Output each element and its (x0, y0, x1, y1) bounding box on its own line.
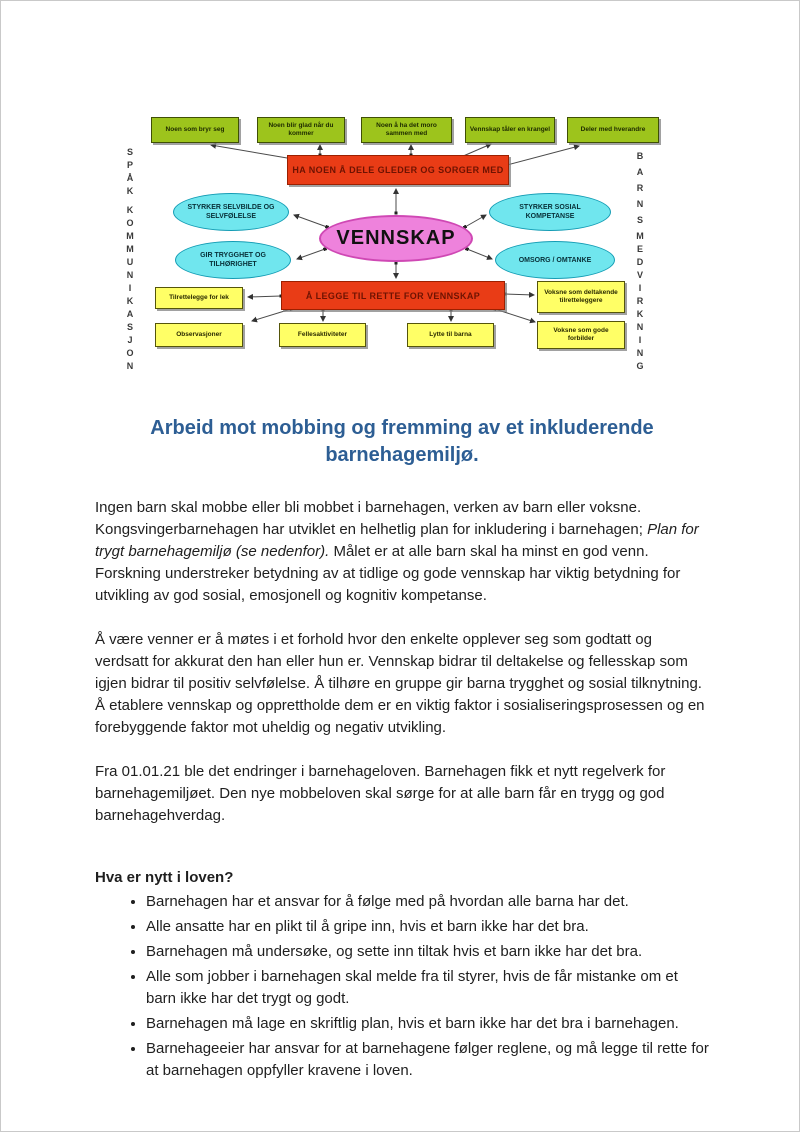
green-box-glad: Noen blir glad når du kommer (257, 117, 345, 143)
green-box-deler: Deler med hverandre (567, 117, 659, 143)
list-item: • Barnehagen har et ansvar for å følge med på hvordan alle barna har det. (146, 891, 709, 913)
green-box-bryr-seg: Noen som bryr seg (151, 117, 239, 143)
yellow-box-forbilder: Voksne som gode forbilder (537, 321, 625, 349)
side-label-sprak: SPÅK (125, 147, 135, 199)
list-item: • Barnehageeier har ansvar for at barnehagene følger reglene, og må legge til rette for at barnehagen oppfyller kravene i loven. (146, 1038, 709, 1082)
ellipse-omsorg: OMSORG / OMTANKE (495, 241, 615, 279)
side-label-medvirkning: MEDVIRKNING (635, 231, 645, 374)
banner-legge-til-rette: Å LEGGE TIL RETTE FOR VENNSKAP (281, 281, 505, 310)
paragraph-intro (95, 497, 709, 607)
ellipse-trygghet: GIR TRYGGHET OG TILHØRIGHET (175, 241, 291, 279)
section-heading-loven: Hva er nytt i loven? (95, 869, 234, 886)
paragraph-intro-italic: Plan for trygt barnehagemiljø (se nedenfor). (95, 521, 699, 560)
yellow-box-lytte: Lytte til barna (407, 323, 494, 347)
ellipse-sosial-kompetanse: STYRKER SOSIAL KOMPETANSE (489, 193, 611, 231)
side-label-barns: BARNS (635, 151, 645, 231)
ellipse-selvbilde: STYRKER SELVBILDE OG SELVFØLELSE (173, 193, 289, 231)
yellow-box-observasjoner: Observasjoner (155, 323, 243, 347)
yellow-box-deltakende: Voksne som deltakende tilretteleggere (537, 281, 625, 313)
paragraph-intro-pre: Ingen barn skal mobbe eller bli mobbet i barnehagen, verken av barn eller voksne. Kongsvingerbarnehagen har utviklet en helhetlig plan for inkludering i barnehagen; (95, 499, 648, 538)
paragraph-lovendring: Fra 01.01.21 ble det endringer i barnehageloven. Barnehagen fikk et nytt regelverk for barnehagemiljøet. Den nye mobbeloven skal sørge for at alle barn får en trygg og god barnehagehverdag. (95, 763, 666, 824)
list-item: • Alle som jobber i barnehagen skal melde fra til styrer, hvis de får mistanke om et barn ikke har det trygt og godt. (146, 966, 709, 1010)
list-item: • Barnehagen må undersøke, og sette inn tiltak hvis et barn ikke har det bra. (146, 941, 709, 963)
center-vennskap: VENNSKAP (319, 215, 473, 262)
yellow-box-fellesaktiviteter: Fellesaktiviteter (279, 323, 366, 347)
vennskap-diagram (111, 109, 661, 374)
list-item: • Alle ansatte har en plikt til å gripe inn, hvis et barn ikke har det bra. (146, 916, 709, 938)
paragraph-vennskap: Å være venner er å møtes i et forhold hvor den enkelte opplever seg som godtatt og verdsatt for akkurat den han eller hun er. Vennskap bidrar til deltakelse og fellesskap som igjen bidrar til positiv selvfølelse. Å tilhøre en gruppe gir barna trygghet og sosial tilknytning. Å etablere vennskap og opprettholde dem er en viktig faktor i sosialiseringsprosessen og en forebyggende faktor mot uheldig og negativ utvikling. (95, 631, 705, 736)
law-bullet-list (95, 891, 709, 1082)
banner-dele-gleder: HA NOEN Å DELE GLEDER OG SORGER MED (287, 155, 509, 185)
page-title: Arbeid mot mobbing og fremming av et inkluderende barnehagemiljø. (150, 417, 654, 466)
document-body (95, 415, 709, 1085)
paragraph-intro-post: Målet er at alle barn skal ha minst en god venn. Forskning understreker betydning av at tidlige og gode vennskap har viktig betydning for utvikling av god sosial, emosjonell og kognitiv kompetanse. (95, 543, 681, 604)
side-label-kommunikasjon: KOMMUNIKASJON (125, 205, 135, 374)
yellow-box-tilrettelegge: Tilrettelegge for lek (155, 287, 243, 309)
green-box-moro: Noen å ha det moro sammen med (361, 117, 452, 143)
list-item: • Barnehagen må lage en skriftlig plan, hvis et barn ikke har det bra i barnehagen. (146, 1013, 709, 1035)
green-box-krangel: Vennskap tåler en krangel (465, 117, 555, 143)
